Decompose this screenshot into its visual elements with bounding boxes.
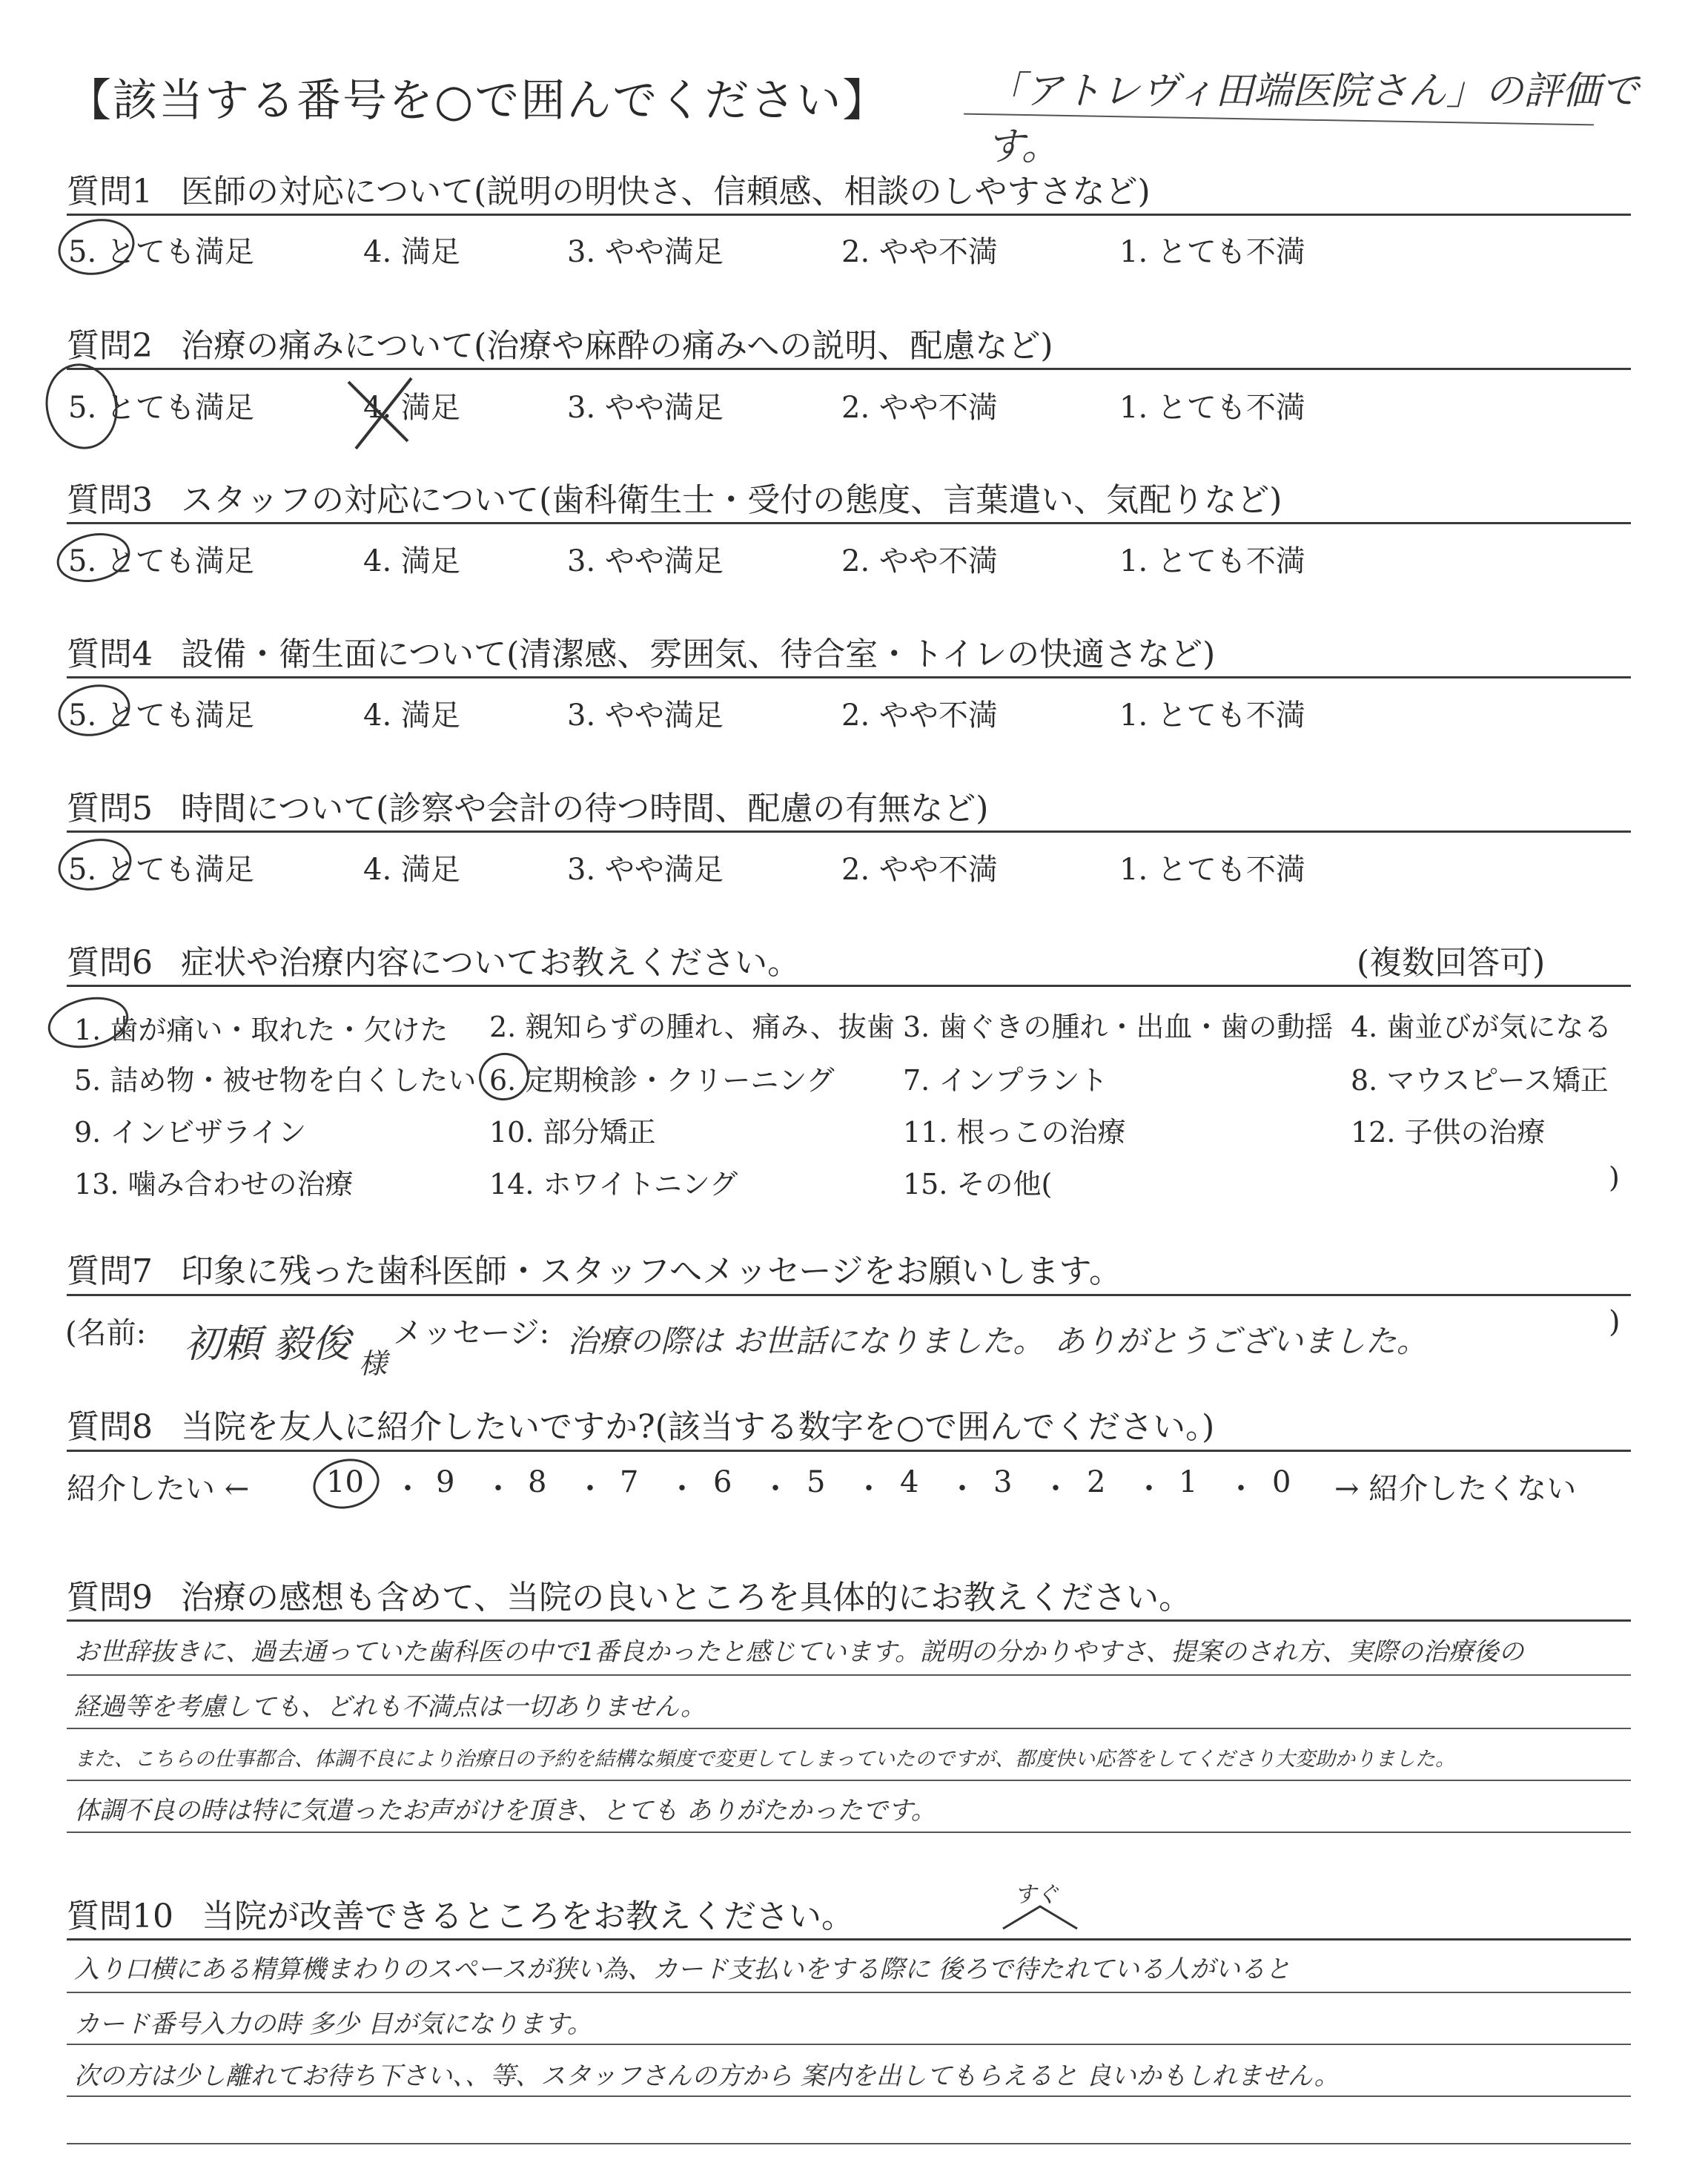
question-10-title [67,1889,854,1937]
q6-option-2[interactable]: 2. 親知らずの腫れ、痛み、抜歯 [489,1011,895,1043]
question-10-label: 質問10 [67,1898,173,1935]
q10-answer-line-1[interactable]: 入り口横にある精算機まわりのスペースが狭い為、カード支払いをする際に 後ろで待たれている人がいると [74,1955,1291,1984]
q8-scale-6[interactable]: 6 [713,1465,732,1499]
q6-option-8[interactable]: 8. マウスピース矯正 [1351,1064,1609,1097]
question-1-rule [67,214,1631,216]
q1-option-5[interactable]: 5. とても満足 [68,235,254,269]
q1-option-3[interactable]: 3. やや満足 [567,235,724,269]
question-8-title [67,1400,1214,1447]
q6-option-10[interactable]: 10. 部分矯正 [489,1116,656,1149]
question-7-title [67,1244,1122,1292]
q8-dot: ・ [761,1472,790,1506]
question-4-text: 設備・衛生面について(清潔感、雰囲気、待合室・トイレの快適さなど) [181,635,1216,673]
question-2-label: 質問2 [67,327,153,365]
q4-option-5[interactable]: 5. とても満足 [68,698,254,733]
q6-option-14[interactable]: 14. ホワイトニング [489,1168,738,1200]
q9-answer-line-2[interactable]: 経過等を考慮しても、どれも不満点は一切ありません。 [74,1692,706,1722]
q8-right-label: → 紹介したくない [1334,1472,1577,1506]
question-3-title [67,473,1282,521]
question-9-title [67,1571,1191,1618]
q6-option-12[interactable]: 12. 子供の治療 [1351,1116,1546,1149]
q6-option-15[interactable]: 15. その他( [903,1168,1053,1200]
q4-option-2[interactable]: 2. やや不満 [841,698,998,733]
q7-close-paren: ) [1609,1305,1621,1339]
q9-answer-line-3[interactable]: また、こちらの仕事都合、体調不良により治療日の予約を結構な頻度で変更してしまっていたのですが、都度快い応答をしてくださり大変助かりました。 [74,1748,1455,1771]
q8-scale-5[interactable]: 5 [807,1465,826,1499]
question-5-title [67,782,988,829]
q9-answer-line-4[interactable]: 体調不良の時は特に気遣ったお声がけを頂き、とても ありがたかったです。 [74,1796,936,1826]
q10-answer-line-2[interactable]: カード番号入力の時 多少 目が気になります。 [74,2009,592,2039]
q8-scale-8[interactable]: 8 [528,1465,547,1499]
q8-dot: ・ [1226,1472,1256,1506]
page-title: 【該当する番号を○で囲んでください】 [67,75,889,127]
q8-scale-9[interactable]: 9 [436,1465,455,1499]
question-3-text: スタッフの対応について(歯科衛生士・受付の態度、言葉遣い、気配りなど) [181,481,1282,519]
q6-option-13[interactable]: 13. 噛み合わせの治療 [74,1168,354,1200]
q9-answer-rule-2 [67,1728,1631,1729]
q7-name-value[interactable]: 初頼 毅俊 [184,1322,351,1367]
q7-message-value[interactable]: 治療の際は お世話になりました。 ありがとうございました。 [567,1323,1428,1359]
q8-scale-4[interactable]: 4 [900,1465,919,1499]
question-7-text: 印象に残った歯科医師・スタッフへメッセージをお願いします。 [181,1252,1122,1290]
q2-option-3[interactable]: 3. やや満足 [567,391,724,425]
question-9-text: 治療の感想も含めて、当院の良いところを具体的にお教えください。 [181,1579,1192,1616]
question-5-rule [67,830,1631,833]
question-1-title [67,165,1151,212]
q6-other-close-paren: ) [1609,1161,1620,1194]
question-4-title [67,627,1215,675]
q8-dot: ・ [947,1472,977,1506]
q4-option-1[interactable]: 1. とても不満 [1119,698,1305,733]
q5-option-2[interactable]: 2. やや不満 [841,853,998,887]
question-7-label: 質問7 [67,1252,153,1290]
question-9-rule [67,1619,1631,1622]
q6-option-5[interactable]: 5. 詰め物・被せ物を白くしたい [74,1064,477,1097]
q6-option-11[interactable]: 11. 根っこの治療 [903,1116,1126,1149]
question-1-text: 医師の対応について(説明の明快さ、信頼感、相談のしやすさなど) [181,173,1151,211]
question-6-text: 症状や治療内容についてお教えください。 [181,944,801,982]
question-6-rule [67,985,1631,987]
q1-selection-circle [53,212,139,282]
q8-scale-3[interactable]: 3 [993,1465,1013,1499]
question-6-title [67,936,800,983]
q6-option-7[interactable]: 7. インプラント [903,1064,1108,1097]
q10-insertion-caret-icon [999,1903,1081,1932]
q8-scale-7[interactable]: 7 [620,1465,639,1499]
q6-option-9[interactable]: 9. インビザライン [74,1116,307,1149]
q10-answer-rule-3 [67,2095,1631,2097]
q10-answer-rule-2 [67,2044,1631,2045]
q4-option-3[interactable]: 3. やや満足 [567,698,724,733]
q8-selection-circle [308,1453,384,1514]
q8-scale-0[interactable]: 0 [1272,1465,1291,1499]
q3-option-4[interactable]: 4. 満足 [363,544,460,578]
question-8-rule [67,1450,1631,1452]
q4-option-4[interactable]: 4. 満足 [363,698,460,733]
q9-answer-rule-4 [67,1832,1631,1833]
q6-option-6[interactable]: 6. 定期検診・クリーニング [489,1064,835,1097]
question-5-text: 時間について(診察や会計の待つ時間、配慮の有無など) [181,790,989,828]
question-10-rule [67,1938,1631,1941]
q7-message-label: メッセージ: [393,1316,550,1350]
q9-answer-rule-1 [67,1674,1631,1676]
q1-option-2[interactable]: 2. やや不満 [841,235,998,269]
q1-option-1[interactable]: 1. とても不満 [1119,235,1305,269]
q6-option-3[interactable]: 3. 歯ぐきの腫れ・出血・歯の動揺 [903,1011,1334,1043]
q2-option-1[interactable]: 1. とても不満 [1119,391,1305,425]
q2-option-2[interactable]: 2. やや不満 [841,391,998,425]
question-9-label: 質問9 [67,1579,153,1616]
question-8-label: 質問8 [67,1408,153,1446]
q9-answer-rule-3 [67,1780,1631,1781]
q6-option-4[interactable]: 4. 歯並びが気になる [1351,1011,1612,1043]
q8-scale-2[interactable]: 2 [1087,1465,1106,1499]
q8-scale-10[interactable]: 10 [326,1465,364,1499]
q10-answer-line-3[interactable]: 次の方は少し離れてお待ち下さい、、等、スタッフさんの方から 案内を出してもらえると 良いかもしれません。 [74,2061,1340,2091]
q8-dot: ・ [483,1472,513,1506]
question-3-rule [67,522,1631,524]
question-2-rule [67,368,1631,370]
q9-answer-line-1[interactable]: お世辞抜きに、過去通っていた歯科医の中で1番良かったと感じています。説明の分かりやすさ、提案のされ方、実際の治療後の [74,1637,1524,1667]
q3-option-5[interactable]: 5. とても満足 [68,544,254,578]
question-2-title [67,319,1053,366]
q8-dot: ・ [667,1472,697,1506]
q3-option-3[interactable]: 3. やや満足 [567,544,724,578]
question-4-label: 質問4 [67,635,153,673]
q7-honorific: 様 [359,1347,388,1380]
q8-dot: ・ [854,1472,884,1506]
q8-scale-1[interactable]: 1 [1179,1465,1198,1499]
question-6-label: 質問6 [67,944,153,982]
q3-option-2[interactable]: 2. やや不満 [841,544,998,578]
q5-option-5[interactable]: 5. とても満足 [68,853,254,887]
question-3-label: 質問3 [67,481,153,519]
question-4-rule [67,676,1631,678]
q5-option-4[interactable]: 4. 満足 [363,853,460,887]
question-5-label: 質問5 [67,790,153,828]
q3-option-1[interactable]: 1. とても不満 [1119,544,1305,578]
q10-answer-rule-1 [67,1992,1631,1993]
q8-dot: ・ [1041,1472,1070,1506]
q1-option-4[interactable]: 4. 満足 [363,235,460,269]
q2-selection-circle [38,357,125,455]
question-7-rule [67,1294,1631,1296]
q6-option-1[interactable]: 1. 歯が痛い・取れた・欠けた [74,1014,448,1046]
question-2-text: 治療の痛みについて(治療や麻酔の痛みへの説明、配慮など) [181,327,1053,365]
q7-name-label: (名前: [65,1316,147,1350]
q8-dot: ・ [1134,1472,1164,1506]
q8-left-label: 紹介したい ← [67,1472,250,1506]
q8-dot: ・ [575,1472,605,1506]
handwritten-header-note: 「アトレヴィ田端医院さん」の評価です。 [986,69,1639,169]
q2-cross-mark-icon [334,371,423,452]
question-1-label: 質問1 [67,173,153,211]
q2-option-4[interactable]: 4. 満足 [363,391,460,425]
q8-dot: ・ [393,1472,423,1506]
q10-answer-rule-4 [67,2143,1631,2144]
question-8-text: 当院を友人に紹介したいですか?(該当する数字を○で囲んでください。) [181,1408,1215,1446]
q10-insertion-note: すぐ [1014,1882,1059,1908]
question-6-multi-note: (複数回答可) [1357,944,1546,982]
q5-option-1[interactable]: 1. とても不満 [1119,853,1305,887]
q5-option-3[interactable]: 3. やや満足 [567,853,724,887]
q2-option-5[interactable]: 5. とても満足 [68,391,254,425]
question-10-text: 当院が改善できるところをお教えください。 [202,1898,854,1935]
